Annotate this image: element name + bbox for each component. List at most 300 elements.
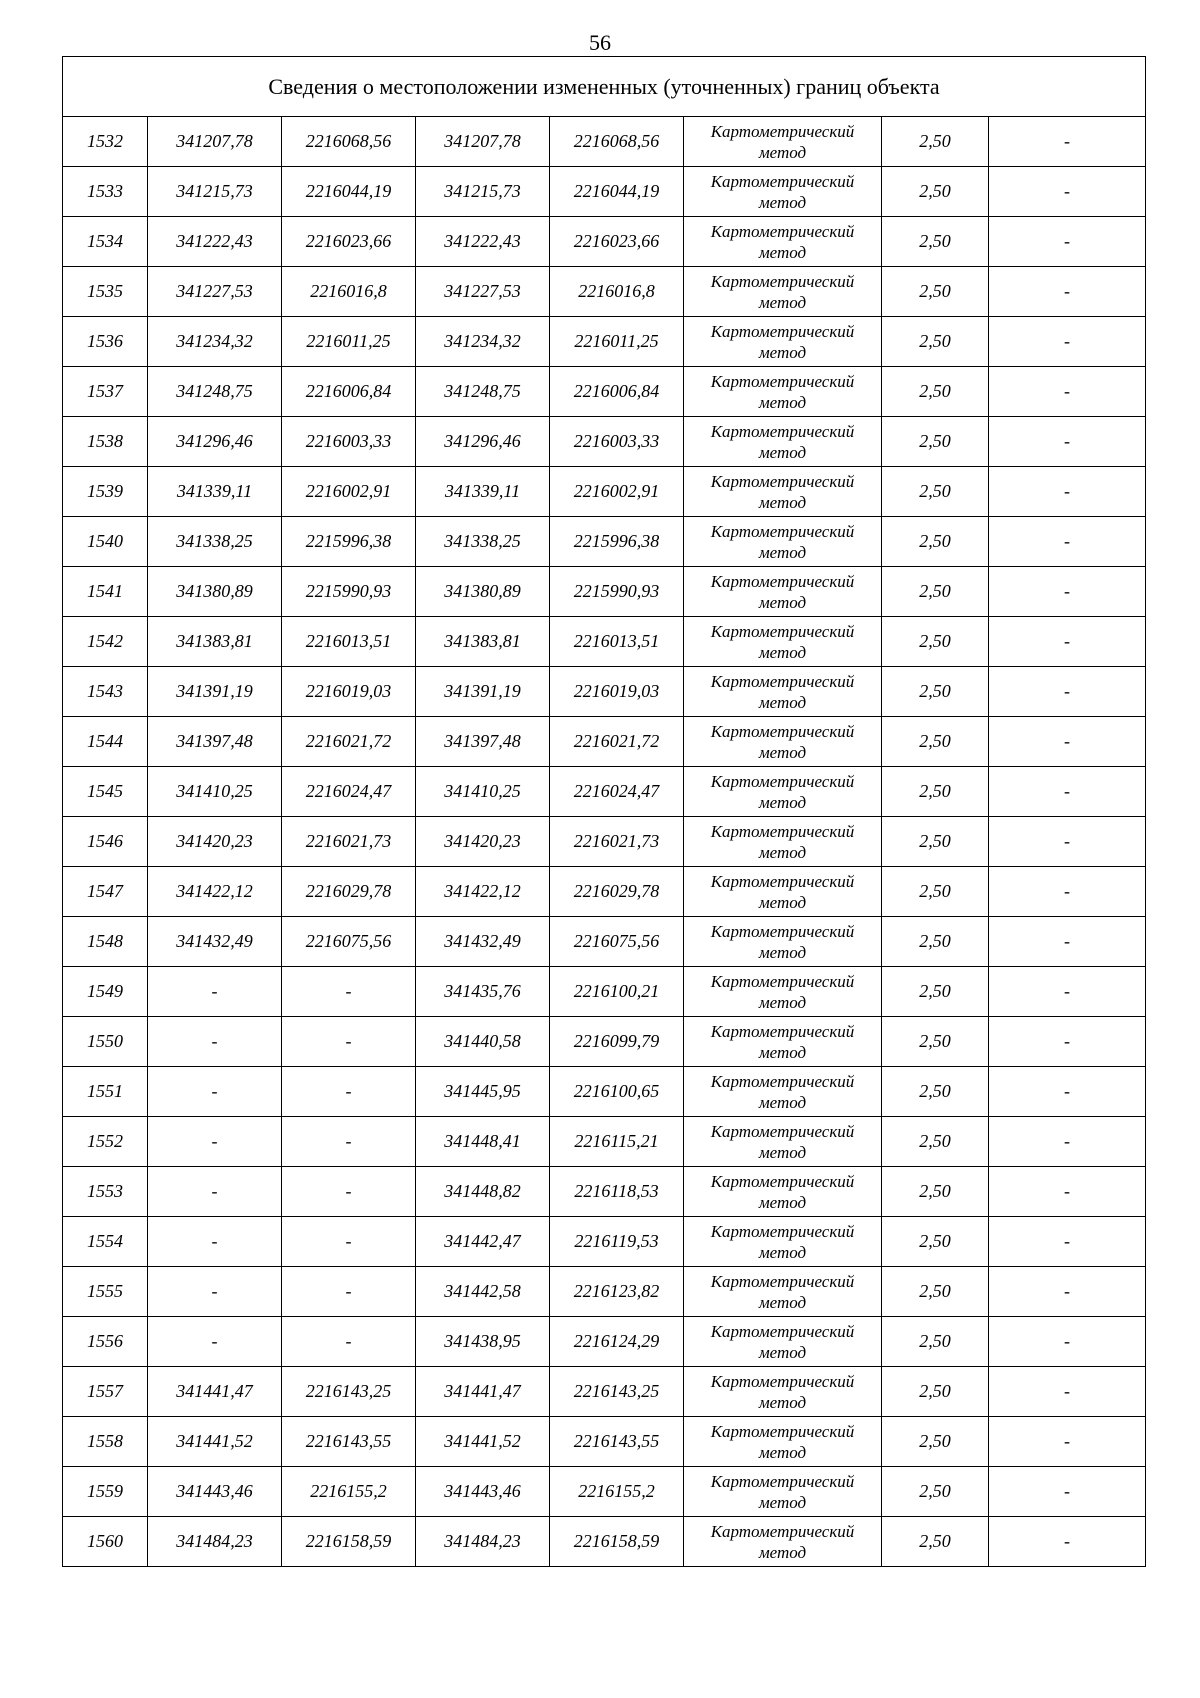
x-existing-cell: 341441,52: [148, 1417, 282, 1467]
table-row: [63, 817, 1146, 867]
point-id-cell: 1538: [63, 417, 148, 467]
description-cell: -: [989, 767, 1146, 817]
x-refined-cell: 341222,43: [416, 217, 550, 267]
method-line-1: Картометрический: [710, 1371, 855, 1391]
y-refined-cell: 2216143,25: [550, 1367, 684, 1417]
table-row: [63, 517, 1146, 567]
x-refined-cell: 341207,78: [416, 117, 550, 167]
table-body: [63, 117, 1146, 1567]
method-cell: [684, 617, 882, 667]
description-cell: -: [989, 117, 1146, 167]
y-refined-cell: 2216124,29: [550, 1317, 684, 1367]
method-line-2: метод: [758, 1142, 807, 1162]
y-existing-cell: -: [282, 1017, 416, 1067]
method-cell: [684, 767, 882, 817]
x-refined-cell: 341410,25: [416, 767, 550, 817]
table-row: [63, 1117, 1146, 1167]
description-cell: -: [989, 717, 1146, 767]
table-title: Сведения о местоположении измененных (уточненных) границ объекта: [63, 57, 1146, 117]
method-line-1: Картометрический: [710, 471, 855, 491]
method-line-1: Картометрический: [710, 1421, 855, 1441]
accuracy-cell: 2,50: [882, 367, 989, 417]
method-line-1: Картометрический: [710, 921, 855, 941]
y-existing-cell: -: [282, 1217, 416, 1267]
y-refined-cell: 2216019,03: [550, 667, 684, 717]
method-line-1: Картометрический: [710, 1221, 855, 1241]
point-id-cell: 1557: [63, 1367, 148, 1417]
point-id-cell: 1549: [63, 967, 148, 1017]
y-existing-cell: 2216024,47: [282, 767, 416, 817]
y-refined-cell: 2216143,55: [550, 1417, 684, 1467]
point-id-cell: 1552: [63, 1117, 148, 1167]
method-line-2: метод: [758, 442, 807, 462]
method-cell: [684, 567, 882, 617]
method-cell: [684, 967, 882, 1017]
table-row: [63, 917, 1146, 967]
y-refined-cell: 2216002,91: [550, 467, 684, 517]
table-row: [63, 317, 1146, 367]
table-row: [63, 167, 1146, 217]
method-line-2: метод: [758, 992, 807, 1012]
method-cell: [684, 217, 882, 267]
boundary-points-table: [62, 56, 1146, 1567]
x-refined-cell: 341441,52: [416, 1417, 550, 1467]
y-refined-cell: 2216099,79: [550, 1017, 684, 1067]
x-existing-cell: 341222,43: [148, 217, 282, 267]
point-id-cell: 1560: [63, 1517, 148, 1567]
method-cell: [684, 867, 882, 917]
x-existing-cell: 341432,49: [148, 917, 282, 967]
x-refined-cell: 341380,89: [416, 567, 550, 617]
method-line-1: Картометрический: [710, 721, 855, 741]
accuracy-cell: 2,50: [882, 867, 989, 917]
method-line-1: Картометрический: [710, 171, 855, 191]
method-line-2: метод: [758, 892, 807, 912]
method-cell: [684, 117, 882, 167]
table-row: [63, 667, 1146, 717]
point-id-cell: 1553: [63, 1167, 148, 1217]
x-refined-cell: 341215,73: [416, 167, 550, 217]
table-row: [63, 867, 1146, 917]
point-id-cell: 1554: [63, 1217, 148, 1267]
x-existing-cell: 341484,23: [148, 1517, 282, 1567]
point-id-cell: 1535: [63, 267, 148, 317]
method-cell: [684, 1467, 882, 1517]
y-existing-cell: 2216003,33: [282, 417, 416, 467]
y-existing-cell: 2216143,55: [282, 1417, 416, 1467]
method-line-2: метод: [758, 692, 807, 712]
accuracy-cell: 2,50: [882, 717, 989, 767]
y-existing-cell: -: [282, 1317, 416, 1367]
method-cell: [684, 1017, 882, 1067]
y-existing-cell: 2216155,2: [282, 1467, 416, 1517]
description-cell: -: [989, 617, 1146, 667]
method-line-2: метод: [758, 1192, 807, 1212]
point-id-cell: 1543: [63, 667, 148, 717]
accuracy-cell: 2,50: [882, 1517, 989, 1567]
method-line-2: метод: [758, 242, 807, 262]
method-line-1: Картометрический: [710, 571, 855, 591]
x-refined-cell: 341391,19: [416, 667, 550, 717]
x-refined-cell: 341432,49: [416, 917, 550, 967]
point-id-cell: 1536: [63, 317, 148, 367]
description-cell: -: [989, 167, 1146, 217]
x-refined-cell: 341397,48: [416, 717, 550, 767]
x-existing-cell: -: [148, 967, 282, 1017]
x-refined-cell: 341484,23: [416, 1517, 550, 1567]
description-cell: -: [989, 217, 1146, 267]
x-refined-cell: 341438,95: [416, 1317, 550, 1367]
method-line-1: Картометрический: [710, 421, 855, 441]
description-cell: -: [989, 967, 1146, 1017]
point-id-cell: 1546: [63, 817, 148, 867]
method-line-2: метод: [758, 1292, 807, 1312]
method-line-1: Картометрический: [710, 521, 855, 541]
x-refined-cell: 341443,46: [416, 1467, 550, 1517]
description-cell: -: [989, 667, 1146, 717]
point-id-cell: 1537: [63, 367, 148, 417]
table-row: [63, 117, 1146, 167]
y-existing-cell: 2216006,84: [282, 367, 416, 417]
method-line-1: Картометрический: [710, 121, 855, 141]
method-cell: [684, 1417, 882, 1467]
x-existing-cell: 341338,25: [148, 517, 282, 567]
method-cell: [684, 367, 882, 417]
method-cell: [684, 917, 882, 967]
method-cell: [684, 1367, 882, 1417]
method-cell: [684, 1117, 882, 1167]
x-existing-cell: 341380,89: [148, 567, 282, 617]
point-id-cell: 1558: [63, 1417, 148, 1467]
x-existing-cell: 341234,32: [148, 317, 282, 367]
x-existing-cell: 341443,46: [148, 1467, 282, 1517]
method-line-1: Картометрический: [710, 1271, 855, 1291]
y-refined-cell: 2216158,59: [550, 1517, 684, 1567]
x-refined-cell: 341227,53: [416, 267, 550, 317]
method-line-2: метод: [758, 1392, 807, 1412]
y-existing-cell: 2215990,93: [282, 567, 416, 617]
method-line-2: метод: [758, 1542, 807, 1562]
method-cell: [684, 517, 882, 567]
y-existing-cell: -: [282, 1267, 416, 1317]
y-refined-cell: 2215996,38: [550, 517, 684, 567]
method-line-2: метод: [758, 1092, 807, 1112]
method-line-2: метод: [758, 1442, 807, 1462]
description-cell: -: [989, 1467, 1146, 1517]
x-refined-cell: 341234,32: [416, 317, 550, 367]
y-existing-cell: 2216002,91: [282, 467, 416, 517]
accuracy-cell: 2,50: [882, 1267, 989, 1317]
point-id-cell: 1550: [63, 1017, 148, 1067]
method-line-1: Картометрический: [710, 1121, 855, 1141]
description-cell: -: [989, 1367, 1146, 1417]
x-existing-cell: 341296,46: [148, 417, 282, 467]
y-existing-cell: 2216143,25: [282, 1367, 416, 1417]
accuracy-cell: 2,50: [882, 817, 989, 867]
table-row: [63, 267, 1146, 317]
x-refined-cell: 341435,76: [416, 967, 550, 1017]
method-line-2: метод: [758, 542, 807, 562]
y-refined-cell: 2216011,25: [550, 317, 684, 367]
method-line-2: метод: [758, 842, 807, 862]
method-line-1: Картометрический: [710, 821, 855, 841]
point-id-cell: 1541: [63, 567, 148, 617]
description-cell: -: [989, 267, 1146, 317]
x-refined-cell: 341338,25: [416, 517, 550, 567]
method-line-1: Картометрический: [710, 1171, 855, 1191]
method-line-2: метод: [758, 1492, 807, 1512]
accuracy-cell: 2,50: [882, 567, 989, 617]
method-line-2: метод: [758, 492, 807, 512]
point-id-cell: 1545: [63, 767, 148, 817]
table-row: [63, 1267, 1146, 1317]
x-refined-cell: 341420,23: [416, 817, 550, 867]
x-refined-cell: 341296,46: [416, 417, 550, 467]
table-row: [63, 1517, 1146, 1567]
method-cell: [684, 1167, 882, 1217]
accuracy-cell: 2,50: [882, 667, 989, 717]
point-id-cell: 1555: [63, 1267, 148, 1317]
method-line-1: Картометрический: [710, 221, 855, 241]
method-line-1: Картометрический: [710, 1071, 855, 1091]
accuracy-cell: 2,50: [882, 917, 989, 967]
description-cell: -: [989, 817, 1146, 867]
x-existing-cell: 341227,53: [148, 267, 282, 317]
method-line-1: Картометрический: [710, 271, 855, 291]
point-id-cell: 1539: [63, 467, 148, 517]
description-cell: -: [989, 467, 1146, 517]
y-refined-cell: 2216100,65: [550, 1067, 684, 1117]
description-cell: -: [989, 517, 1146, 567]
y-refined-cell: 2216021,72: [550, 717, 684, 767]
method-cell: [684, 1267, 882, 1317]
method-cell: [684, 467, 882, 517]
accuracy-cell: 2,50: [882, 117, 989, 167]
accuracy-cell: 2,50: [882, 1317, 989, 1367]
description-cell: -: [989, 1067, 1146, 1117]
y-refined-cell: 2216024,47: [550, 767, 684, 817]
x-existing-cell: 341410,25: [148, 767, 282, 817]
x-existing-cell: 341383,81: [148, 617, 282, 667]
table-row: [63, 1417, 1146, 1467]
x-existing-cell: 341339,11: [148, 467, 282, 517]
x-refined-cell: 341442,47: [416, 1217, 550, 1267]
x-refined-cell: 341383,81: [416, 617, 550, 667]
y-refined-cell: 2216075,56: [550, 917, 684, 967]
description-cell: -: [989, 867, 1146, 917]
accuracy-cell: 2,50: [882, 1017, 989, 1067]
x-existing-cell: 341441,47: [148, 1367, 282, 1417]
x-existing-cell: -: [148, 1117, 282, 1167]
y-refined-cell: 2216115,21: [550, 1117, 684, 1167]
table-row: [63, 717, 1146, 767]
method-line-1: Картометрический: [710, 671, 855, 691]
description-cell: -: [989, 417, 1146, 467]
method-cell: [684, 1517, 882, 1567]
y-refined-cell: 2216029,78: [550, 867, 684, 917]
accuracy-cell: 2,50: [882, 517, 989, 567]
description-cell: -: [989, 1417, 1146, 1467]
y-existing-cell: 2216021,72: [282, 717, 416, 767]
point-id-cell: 1544: [63, 717, 148, 767]
y-existing-cell: 2216011,25: [282, 317, 416, 367]
method-line-2: метод: [758, 942, 807, 962]
description-cell: -: [989, 917, 1146, 967]
x-existing-cell: -: [148, 1267, 282, 1317]
y-existing-cell: 2216075,56: [282, 917, 416, 967]
description-cell: -: [989, 1517, 1146, 1567]
point-id-cell: 1556: [63, 1317, 148, 1367]
method-cell: [684, 667, 882, 717]
x-existing-cell: -: [148, 1067, 282, 1117]
y-refined-cell: 2216044,19: [550, 167, 684, 217]
accuracy-cell: 2,50: [882, 167, 989, 217]
description-cell: -: [989, 367, 1146, 417]
point-id-cell: 1559: [63, 1467, 148, 1517]
table-row: [63, 417, 1146, 467]
method-cell: [684, 1217, 882, 1267]
y-existing-cell: 2216016,8: [282, 267, 416, 317]
table-row: [63, 367, 1146, 417]
method-cell: [684, 817, 882, 867]
y-existing-cell: 2216068,56: [282, 117, 416, 167]
x-refined-cell: 341441,47: [416, 1367, 550, 1417]
method-cell: [684, 267, 882, 317]
accuracy-cell: 2,50: [882, 267, 989, 317]
method-line-2: метод: [758, 592, 807, 612]
point-id-cell: 1551: [63, 1067, 148, 1117]
method-line-2: метод: [758, 392, 807, 412]
accuracy-cell: 2,50: [882, 317, 989, 367]
method-line-1: Картометрический: [710, 321, 855, 341]
x-refined-cell: 341442,58: [416, 1267, 550, 1317]
description-cell: -: [989, 1267, 1146, 1317]
x-existing-cell: 341420,23: [148, 817, 282, 867]
accuracy-cell: 2,50: [882, 967, 989, 1017]
method-line-2: метод: [758, 1242, 807, 1262]
x-existing-cell: -: [148, 1217, 282, 1267]
point-id-cell: 1532: [63, 117, 148, 167]
y-refined-cell: 2216006,84: [550, 367, 684, 417]
y-existing-cell: -: [282, 1117, 416, 1167]
y-refined-cell: 2216021,73: [550, 817, 684, 867]
table-row: [63, 1017, 1146, 1067]
y-existing-cell: 2216029,78: [282, 867, 416, 917]
method-line-2: метод: [758, 342, 807, 362]
y-existing-cell: 2216013,51: [282, 617, 416, 667]
point-id-cell: 1533: [63, 167, 148, 217]
description-cell: -: [989, 1117, 1146, 1167]
method-line-1: Картометрический: [710, 371, 855, 391]
x-refined-cell: 341339,11: [416, 467, 550, 517]
method-line-2: метод: [758, 192, 807, 212]
accuracy-cell: 2,50: [882, 417, 989, 467]
x-existing-cell: 341248,75: [148, 367, 282, 417]
point-id-cell: 1542: [63, 617, 148, 667]
point-id-cell: 1540: [63, 517, 148, 567]
table-row: [63, 617, 1146, 667]
accuracy-cell: 2,50: [882, 1117, 989, 1167]
accuracy-cell: 2,50: [882, 1367, 989, 1417]
y-existing-cell: 2216044,19: [282, 167, 416, 217]
method-line-2: метод: [758, 292, 807, 312]
y-existing-cell: -: [282, 1067, 416, 1117]
method-line-1: Картометрический: [710, 1021, 855, 1041]
table-row: [63, 1167, 1146, 1217]
y-refined-cell: 2216155,2: [550, 1467, 684, 1517]
method-line-2: метод: [758, 1042, 807, 1062]
accuracy-cell: 2,50: [882, 1067, 989, 1117]
x-existing-cell: 341391,19: [148, 667, 282, 717]
accuracy-cell: 2,50: [882, 217, 989, 267]
method-line-2: метод: [758, 1342, 807, 1362]
y-refined-cell: 2215990,93: [550, 567, 684, 617]
y-existing-cell: 2216023,66: [282, 217, 416, 267]
y-refined-cell: 2216100,21: [550, 967, 684, 1017]
method-cell: [684, 717, 882, 767]
y-refined-cell: 2216013,51: [550, 617, 684, 667]
table-row: [63, 1217, 1146, 1267]
point-id-cell: 1534: [63, 217, 148, 267]
y-existing-cell: 2216158,59: [282, 1517, 416, 1567]
y-refined-cell: 2216118,53: [550, 1167, 684, 1217]
accuracy-cell: 2,50: [882, 767, 989, 817]
method-line-2: метод: [758, 792, 807, 812]
x-refined-cell: 341440,58: [416, 1017, 550, 1067]
description-cell: -: [989, 1317, 1146, 1367]
method-cell: [684, 317, 882, 367]
y-existing-cell: 2216021,73: [282, 817, 416, 867]
description-cell: -: [989, 1167, 1146, 1217]
x-existing-cell: -: [148, 1167, 282, 1217]
table-row: [63, 1317, 1146, 1367]
accuracy-cell: 2,50: [882, 1167, 989, 1217]
accuracy-cell: 2,50: [882, 1417, 989, 1467]
table-row: [63, 967, 1146, 1017]
table-row: [63, 467, 1146, 517]
x-refined-cell: 341448,41: [416, 1117, 550, 1167]
description-cell: -: [989, 1217, 1146, 1267]
accuracy-cell: 2,50: [882, 1467, 989, 1517]
table-header-row: [63, 57, 1146, 117]
table-row: [63, 217, 1146, 267]
x-refined-cell: 341248,75: [416, 367, 550, 417]
y-refined-cell: 2216016,8: [550, 267, 684, 317]
x-existing-cell: 341397,48: [148, 717, 282, 767]
method-line-1: Картометрический: [710, 971, 855, 991]
point-id-cell: 1547: [63, 867, 148, 917]
method-cell: [684, 1067, 882, 1117]
method-line-1: Картометрический: [710, 1521, 855, 1541]
y-existing-cell: 2216019,03: [282, 667, 416, 717]
accuracy-cell: 2,50: [882, 617, 989, 667]
method-line-1: Картометрический: [710, 871, 855, 891]
y-refined-cell: 2216003,33: [550, 417, 684, 467]
x-refined-cell: 341445,95: [416, 1067, 550, 1117]
method-line-2: метод: [758, 642, 807, 662]
point-id-cell: 1548: [63, 917, 148, 967]
method-line-1: Картометрический: [710, 621, 855, 641]
table-row: [63, 767, 1146, 817]
table-row: [63, 1367, 1146, 1417]
method-line-1: Картометрический: [710, 771, 855, 791]
method-line-1: Картометрический: [710, 1321, 855, 1341]
description-cell: -: [989, 317, 1146, 367]
y-existing-cell: 2215996,38: [282, 517, 416, 567]
x-existing-cell: 341215,73: [148, 167, 282, 217]
table-row: [63, 567, 1146, 617]
y-refined-cell: 2216123,82: [550, 1267, 684, 1317]
